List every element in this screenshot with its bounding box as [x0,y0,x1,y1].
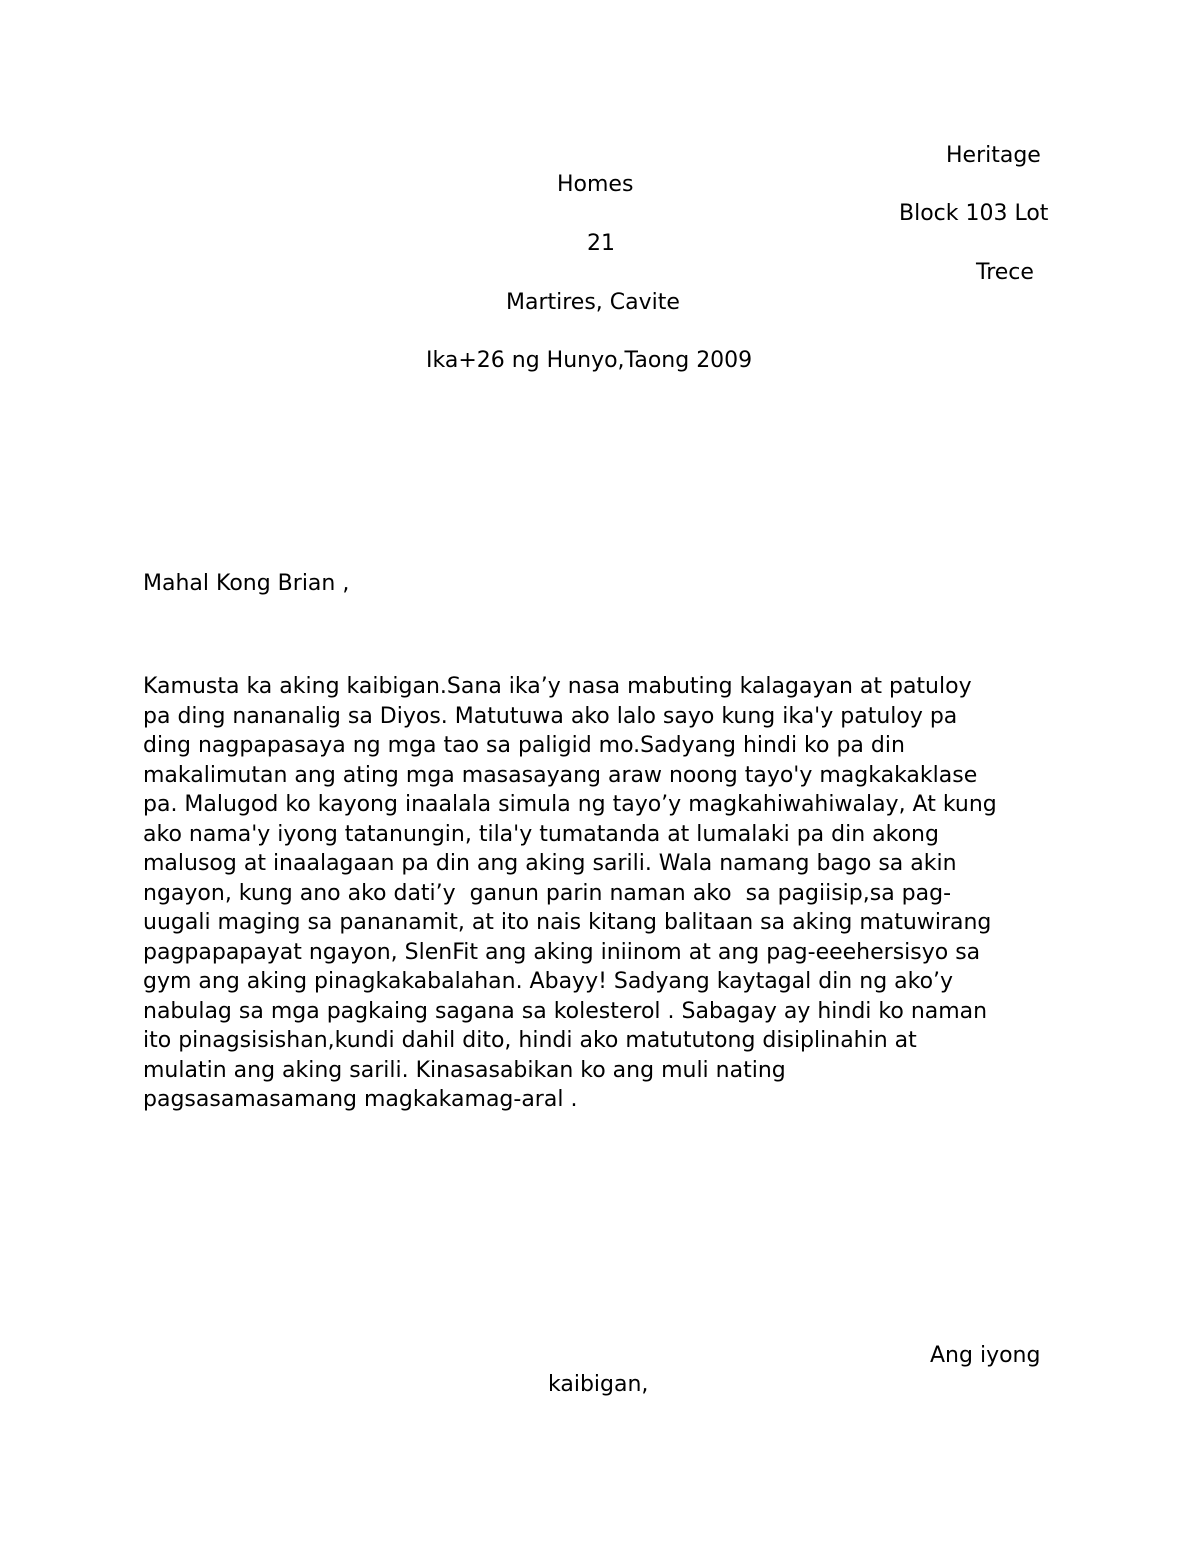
address-line-martires: Martires, Cavite [506,290,680,315]
address-line-heritage: Heritage [946,143,1041,168]
closing-line-2: kaibigan, [548,1372,649,1397]
body-line: ako nama'y iyong tatanungin, tila'y tumatanda at lumalaki pa din akong [143,821,939,847]
body-line: makalimutan ang ating mga masasayang araw noong tayo'y magkakaklase [143,762,978,788]
body-line: nabulag sa mga pagkaing sagana sa kolesterol . Sabagay ay hindi ko naman [143,998,988,1024]
body-line: mulatin ang aking sarili. Kinasasabikan ko ang muli nating [143,1057,786,1083]
body-line: gym ang aking pinagkakabalahan. Abayy! Sadyang kaytagal din ng ako’y [143,969,954,994]
body-line: ngayon, kung ano ako dati’y ganun parin naman ako sa pagiisip,sa pag- [143,880,952,906]
salutation: Mahal Kong Brian , [143,571,350,596]
letter-body [143,672,1073,1115]
body-line: pa ding nananalig sa Diyos. Matutuwa ako lalo sayo kung ika'y patuloy pa [143,703,958,729]
body-line: Kamusta ka aking kaibigan.Sana ika’y nasa mabuting kalagayan at patuloy [143,674,972,699]
address-line-number: 21 [587,231,615,256]
address-line-trece: Trece [976,260,1034,285]
letter-date: Ika+26 ng Hunyo,Taong 2009 [426,348,753,373]
body-line: malusog at inaalagaan pa din ang aking sarili. Wala namang bago sa akin [143,851,957,876]
address-line-block-lot: Block 103 Lot [899,201,1049,226]
body-line: ding nagpapasaya ng mga tao sa paligid mo.Sadyang hindi ko pa din [143,733,905,758]
body-line: pagpapapayat ngayon, SlenFit ang aking iniinom at ang pag-eeehersisyo sa [143,939,981,965]
closing-line-1: Ang iyong [930,1343,1041,1368]
body-line: pa. Malugod ko kayong inaalala simula ng tayo’y magkahiwahiwalay, At kung [143,792,997,817]
body-line: ito pinagsisishan,kundi dahil dito, hindi ako matututong disiplinahin at [143,1028,917,1053]
body-line: uugali maging sa pananamit, at ito nais kitang balitaan sa aking matuwirang [143,910,992,935]
body-line: pagsasamasamang magkakamag-aral . [143,1087,578,1112]
address-line-homes: Homes [557,172,634,197]
